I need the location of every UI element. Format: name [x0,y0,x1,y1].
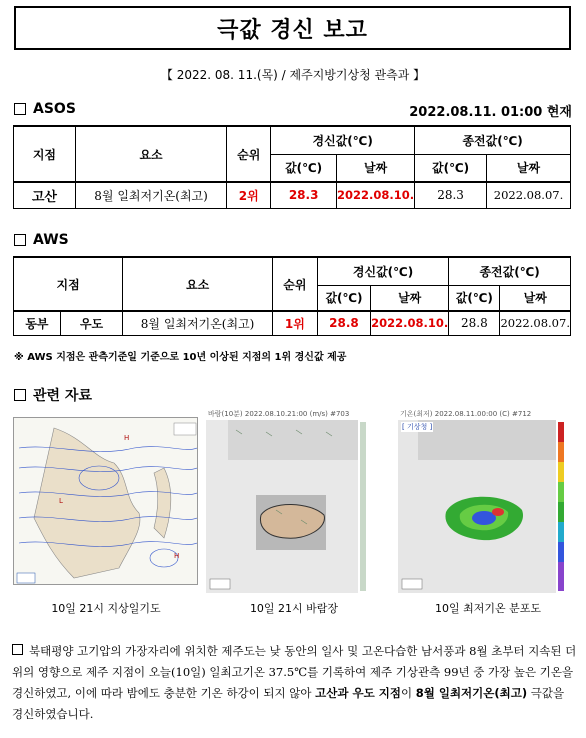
checkbox-square-icon [14,234,26,246]
min-temperature-map [398,409,576,593]
asos-heading-label: ASOS [33,101,76,117]
asos-asof: 2022.08.11. 01:00 현재 [409,105,572,120]
aws-new-date: 2022.08.10. [371,311,449,335]
kma-tag: [ 기상청 ] [402,423,433,431]
aws-th-prev: 종전값(℃) [449,257,571,285]
checkbox-square-icon [14,389,26,401]
asos-th-new-val: 값(℃) [271,154,337,182]
asos-rank: 2위 [227,182,271,208]
aws-th-prev-date: 날짜 [500,285,571,311]
asos-th-prev-val: 값(℃) [415,154,487,182]
aws-region: 동부 [14,311,61,335]
svg-text:L: L [59,497,63,505]
asos-table [13,125,571,209]
temp-map-header: 기온(최저) 2022.08.11.00:00 (C) #712 [400,410,532,418]
aws-table [13,256,571,336]
wind-field-map [206,409,382,593]
aws-th-prev-val: 값(℃) [449,285,500,311]
aws-new-value: 28.8 [317,311,370,335]
checkbox-square-icon [12,644,23,655]
paragraph-text: 북태평양 고기압의 가장자리에 위치한 제주도는 낮 동안의 일사 및 고온다습한 남서풍과 8월 초부터 지속된 더위의 영향으로 제주 지점이 오늘(10일) 일최고기온 37.5℃를 기록하여 제주 기상관측 99년 중 가장 높은 기온을 경신하였고, 이에 따라 밤에도 충분한 기온 하강이 되지 않아 [12,644,577,700]
aws-prev-date: 2022.08.07. [500,311,571,335]
asos-station: 고산 [14,182,76,208]
caption-temp-map: 10일 최저기온 분포도 [435,602,541,615]
aws-th-station: 지점 [14,257,123,311]
asos-prev-value: 28.3 [415,182,487,208]
summary-paragraph [12,641,577,725]
paragraph-bold-element: 8월 일최저기온(최고) [415,686,528,700]
paragraph-text: 극값을 경신하였습니다. [12,686,565,721]
svg-text:H: H [174,552,180,560]
aws-th-new-date: 날짜 [371,285,449,311]
asos-th-element: 요소 [75,126,227,182]
asos-th-new: 경신값(℃) [271,126,415,154]
asos-th-station: 지점 [14,126,76,182]
asos-new-date: 2022.08.10. [337,182,415,208]
aws-footnote: ※ AWS 지점은 관측기준일 기준으로 10년 이상된 지점의 1위 경신값 제공 [14,352,347,363]
paragraph-text: 이 [400,686,416,700]
paragraph-bold-stations: 고산과 우도 지점 [315,686,401,700]
asos-th-new-date: 날짜 [337,154,415,182]
caption-surface-map: 10일 21시 지상일기도 [51,602,161,615]
aws-th-element: 요소 [123,257,273,311]
caption-wind-map: 10일 21시 바람장 [249,602,339,615]
aws-station: 우도 [60,311,122,335]
asos-element: 8월 일최저기온(최고) [75,182,227,208]
surface-weather-map [13,417,198,585]
asos-prev-date: 2022.08.07. [487,182,571,208]
dateline: 【 2022. 08. 11.(목) / 제주지방기상청 관측과 】 [160,68,426,82]
aws-heading [14,232,69,248]
aws-th-new-val: 값(℃) [317,285,370,311]
page-title: 극값 경신 보고 [14,6,571,50]
related-heading-label: 관련 자료 [33,388,92,404]
asos-th-prev: 종전값(℃) [415,126,571,154]
aws-prev-value: 28.8 [449,311,500,335]
checkbox-square-icon [14,103,26,115]
asos-new-value: 28.3 [271,182,337,208]
asos-heading [14,101,76,117]
aws-th-new: 경신값(℃) [317,257,448,285]
svg-text:H: H [124,434,130,442]
wind-map-header: 바람(10분) 2022.08.10.21:00 (m/s) #703 [208,410,350,418]
related-heading [14,385,92,405]
aws-th-rank: 순위 [272,257,317,311]
aws-heading-label: AWS [33,232,69,248]
aws-element: 8월 일최저기온(최고) [123,311,273,335]
aws-rank: 1위 [272,311,317,335]
asos-th-rank: 순위 [227,126,271,182]
asos-th-prev-date: 날짜 [487,154,571,182]
